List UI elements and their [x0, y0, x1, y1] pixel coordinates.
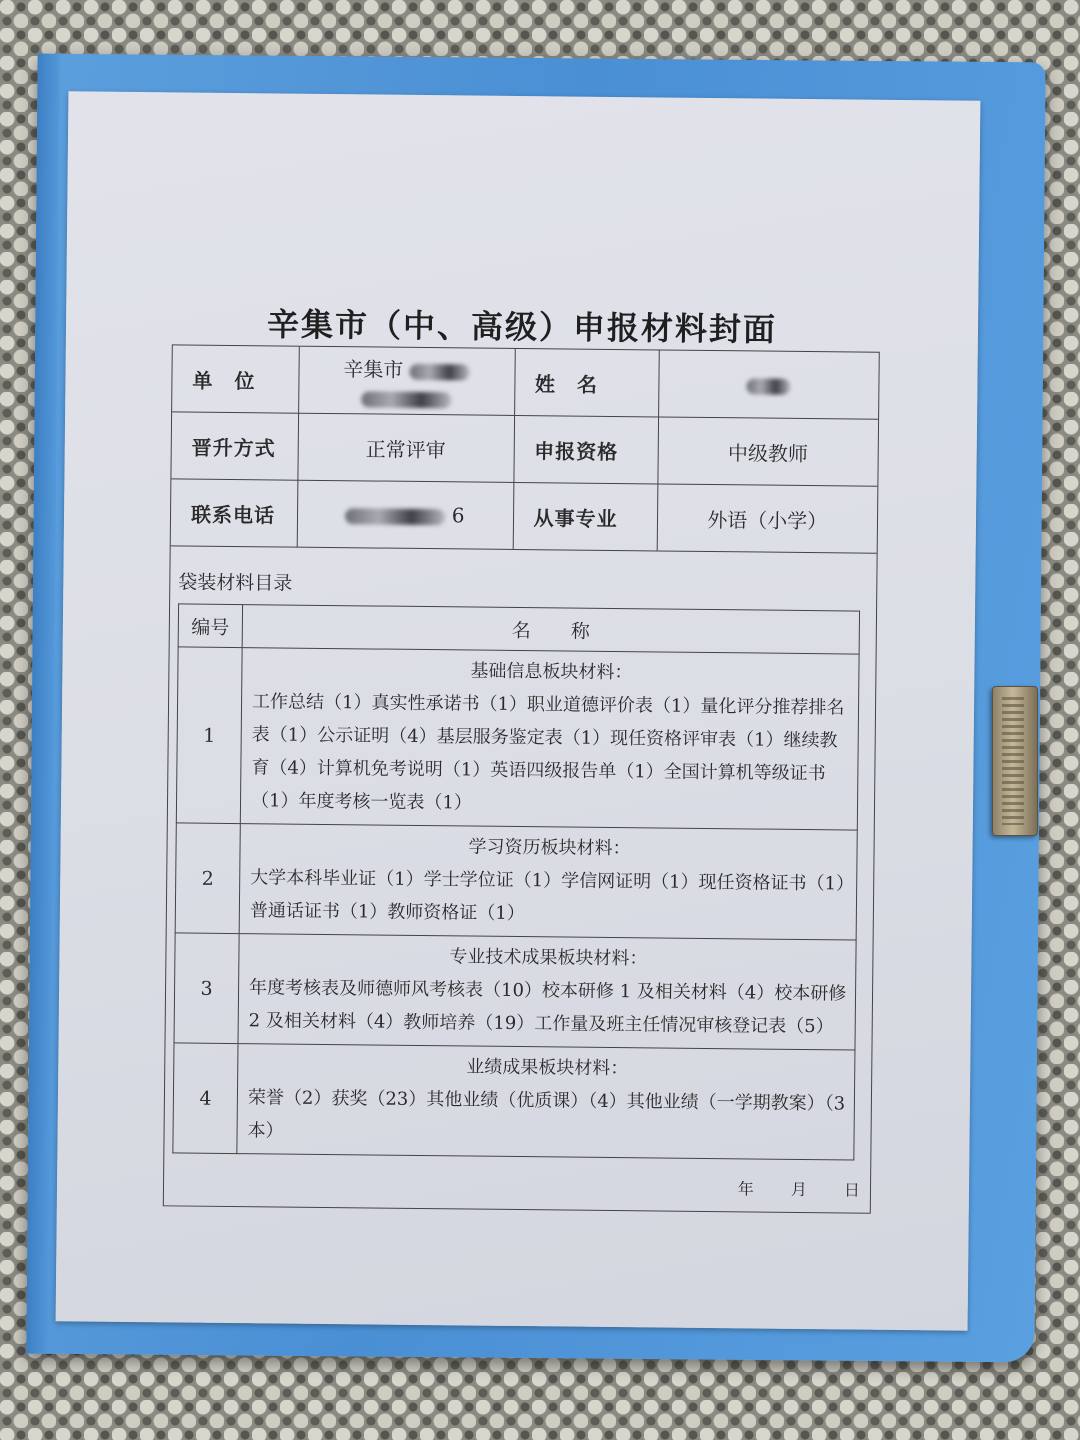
info-row-promotion [171, 412, 878, 486]
redacted-unit-blur [410, 364, 470, 381]
folder-clip [992, 686, 1038, 836]
qualification-value: 中级教师 [657, 417, 878, 486]
info-row-unit [172, 345, 879, 419]
section-title: 业绩成果板块材料： [466, 1056, 629, 1080]
document-title: 辛集市（中、高级）申报材料封面 [266, 305, 778, 349]
redacted-unit-blur-2 [361, 391, 451, 408]
catalog-title: 袋装材料目录 [178, 571, 293, 595]
section-title: 学习资历板块材料： [468, 836, 631, 860]
unit-label: 单 位 [172, 345, 299, 413]
header-name: 名称 [242, 605, 859, 654]
applicant-info-table [171, 345, 879, 553]
info-row-phone [171, 479, 878, 553]
redacted-name-blur [747, 378, 791, 394]
materials-catalog-table [172, 603, 860, 1160]
promotion-label: 晋升方式 [171, 412, 298, 480]
catalog-header-row [178, 604, 859, 654]
redacted-phone-blur [345, 508, 445, 525]
section-title: 基础信息板块材料： [470, 660, 633, 684]
name-label: 姓 名 [514, 349, 659, 417]
phone-value [297, 480, 514, 549]
section-title: 专业技术成果板块材料： [449, 946, 648, 970]
date-day: 日 [843, 1180, 861, 1200]
catalog-row [175, 823, 857, 940]
section-items: 荣誉（2）获奖（23）其他业绩（优质课）（4）其他业绩（一学期教案）（3 本） [247, 1087, 846, 1142]
row-number: 3 [174, 933, 239, 1044]
date-month: 月 [790, 1179, 807, 1200]
form-frame [163, 344, 880, 1213]
row-content [238, 934, 856, 1050]
unit-value [298, 347, 515, 416]
row-content [237, 1044, 855, 1160]
catalog-row [174, 933, 856, 1050]
section-items: 年度考核表及师德师风考核表（10）校本研修 1 及相关材料（4）校本研修 2 及相关材料（4）教师培养（19）工作量及班主任情况审核登记表（5） [248, 977, 847, 1038]
name-value [658, 350, 879, 419]
folder-spine [26, 54, 59, 1354]
unit-value-text: 辛集市 [343, 357, 404, 383]
major-label: 从事专业 [513, 482, 658, 551]
catalog-row [173, 1043, 855, 1160]
catalog-row [176, 647, 859, 830]
section-items: 工作总结（1）真实性承诺书（1）职业道德评价表（1）量化评分推荐排名表（1）公示证明（4）基层服务鉴定表（1）现任资格评审表（1）继续教育（4）计算机免考说明（1）英语四级报告单（1）全国计算机等级证书（1）年度考核一览表（1） [250, 691, 845, 814]
date-line [710, 1176, 860, 1201]
header-number: 编号 [178, 604, 242, 648]
section-items: 大学本科毕业证（1）学士学位证（1）学信网证明（1）现任资格证书（1）普通话证书（1）教师资格证（1） [249, 867, 846, 925]
date-year: 年 [737, 1179, 754, 1199]
promotion-value: 正常评审 [297, 413, 514, 482]
phone-value-visible: 6 [451, 503, 465, 528]
cover-sheet [56, 91, 981, 1330]
row-number: 4 [173, 1043, 238, 1154]
row-content [239, 824, 857, 940]
row-number: 1 [176, 647, 242, 824]
phone-label: 联系电话 [171, 479, 298, 547]
qualification-label: 申报资格 [513, 415, 658, 484]
row-content [240, 648, 859, 830]
row-number: 2 [175, 823, 240, 934]
major-value: 外语（小学） [657, 484, 878, 553]
